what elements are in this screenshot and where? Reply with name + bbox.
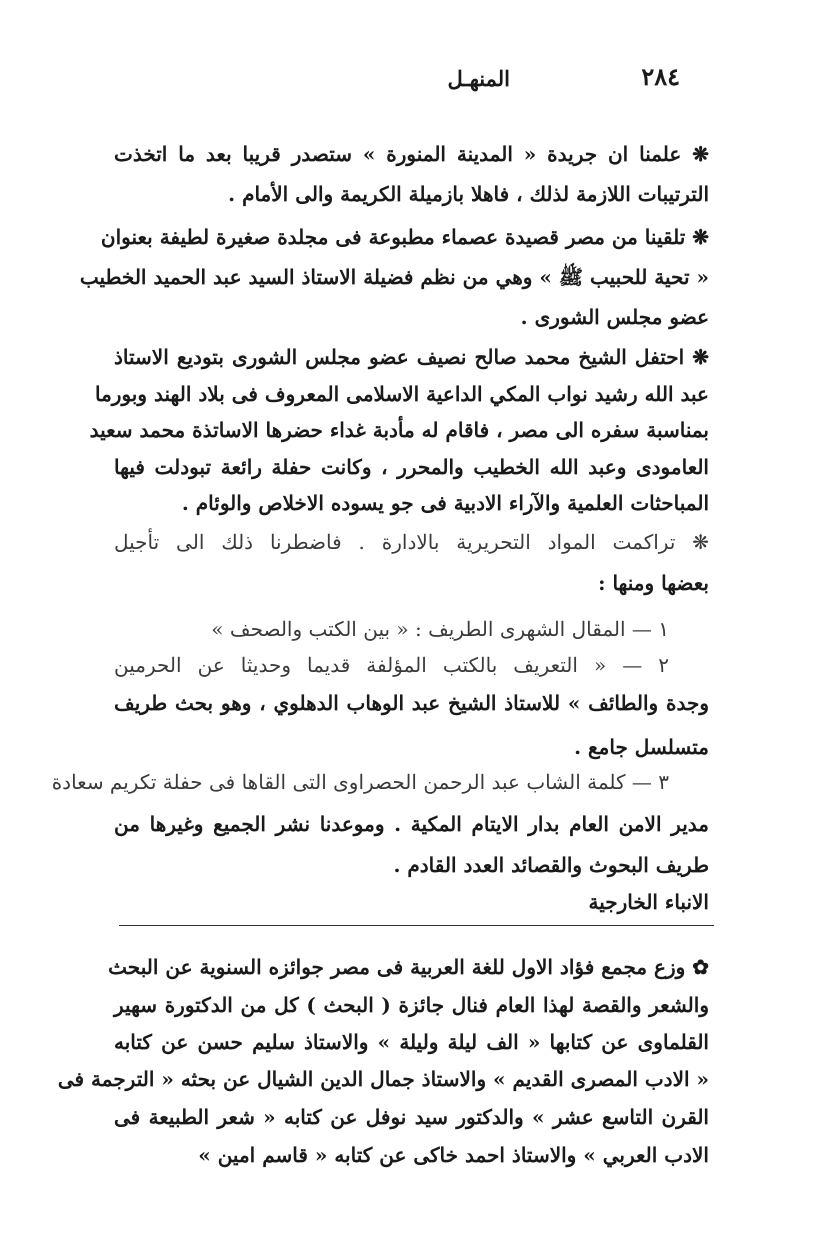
text-line: ❋ علمنا ان جريدة « المدينة المنورة » ستصدر قريبا بعد ما اتخذت	[114, 142, 709, 166]
text-line: الادب العربي » والاستاذ احمد خاكى عن كتابه « قاسم امين »	[198, 1143, 709, 1167]
text-line: عضو مجلس الشورى .	[520, 305, 709, 329]
text-line: ٢ — « التعريف بالكتب المؤلفة قديما وحديثا عن الحرمين	[114, 653, 669, 677]
text-line: « الادب المصرى القديم » والاستاذ جمال الدين الشيال عن بحثه « الترجمة فى	[57, 1067, 709, 1091]
text-line: ✿ وزع مجمع فؤاد الاول للغة العربية فى مصر جوائزه السنوية عن البحث	[108, 955, 709, 979]
section-divider	[119, 925, 714, 926]
text-line: المباحثات العلمية والآراء الادبية فى جو يسوده الاخلاص والوئام .	[181, 491, 709, 515]
text-line: مدير الامن العام بدار الايتام المكية . وموعدنا نشر الجميع وغيرها من	[114, 812, 709, 836]
text-line: والشعر والقصة لهذا العام فنال جائزة ( البحث ) كل من الدكتورة سهير	[114, 993, 709, 1017]
page-title: المنهـل	[447, 66, 510, 91]
text-line: ❋ تلقينا من مصر قصيدة عصماء مطبوعة فى مجلدة صغيرة لطيفة بعنوان	[100, 225, 709, 249]
text-line: ❋ احتفل الشيخ محمد صالح نصيف عضو مجلس الشورى بتوديع الاستاذ	[114, 345, 709, 369]
text-line: العامودى وعبد الله الخطيب والمحرر ، وكانت حفلة رائعة تبودلت فيها	[114, 455, 709, 479]
text-line: ٣ — كلمة الشاب عبد الرحمن الحصراوى التى القاها فى حفلة تكريم سعادة	[51, 770, 669, 794]
text-line: « تحية للحبيب ﷺ » وهي من نظم فضيلة الاستاذ السيد عبد الحميد الخطيب	[79, 265, 709, 289]
text-line: وجدة والطائف » للاستاذ الشيخ عبد الوهاب الدهلوي ، وهو بحث طريف	[114, 691, 709, 715]
page-number: ٢٨٤	[641, 62, 680, 91]
text-line: الترتيبات اللازمة لذلك ، فاهلا بازميلة الكريمة والى الأمام .	[228, 182, 709, 206]
text-line: طريف البحوث والقصائد العدد القادم .	[393, 853, 709, 877]
section-title: الانباء الخارجية	[588, 890, 709, 914]
text-line: القرن التاسع عشر » والدكتور سيد نوفل عن كتابه « شعر الطبيعة فى	[114, 1105, 709, 1129]
text-line: بعضها ومنها :	[598, 571, 709, 595]
text-line: بمناسبة سفره الى مصر ، فاقام له مأدبة غداء حضرها الاساتذة محمد سعيد	[89, 418, 709, 442]
page-header	[380, 62, 680, 98]
text-line: القلماوى عن كتابها « الف ليلة وليلة » والاستاذ سليم حسن عن كتابه	[114, 1030, 709, 1054]
text-line: ١ — المقال الشهرى الطريف : « بين الكتب والصحف »	[211, 617, 669, 641]
text-line: ❋ تراكمت المواد التحريرية بالادارة . فاضطرنا ذلك الى تأجيل	[114, 530, 709, 554]
text-line: متسلسل جامع .	[574, 735, 709, 759]
text-line: عبد الله رشيد نواب المكي الداعية الاسلامى المعروف فى بلاد الهند وبورما	[95, 382, 709, 406]
